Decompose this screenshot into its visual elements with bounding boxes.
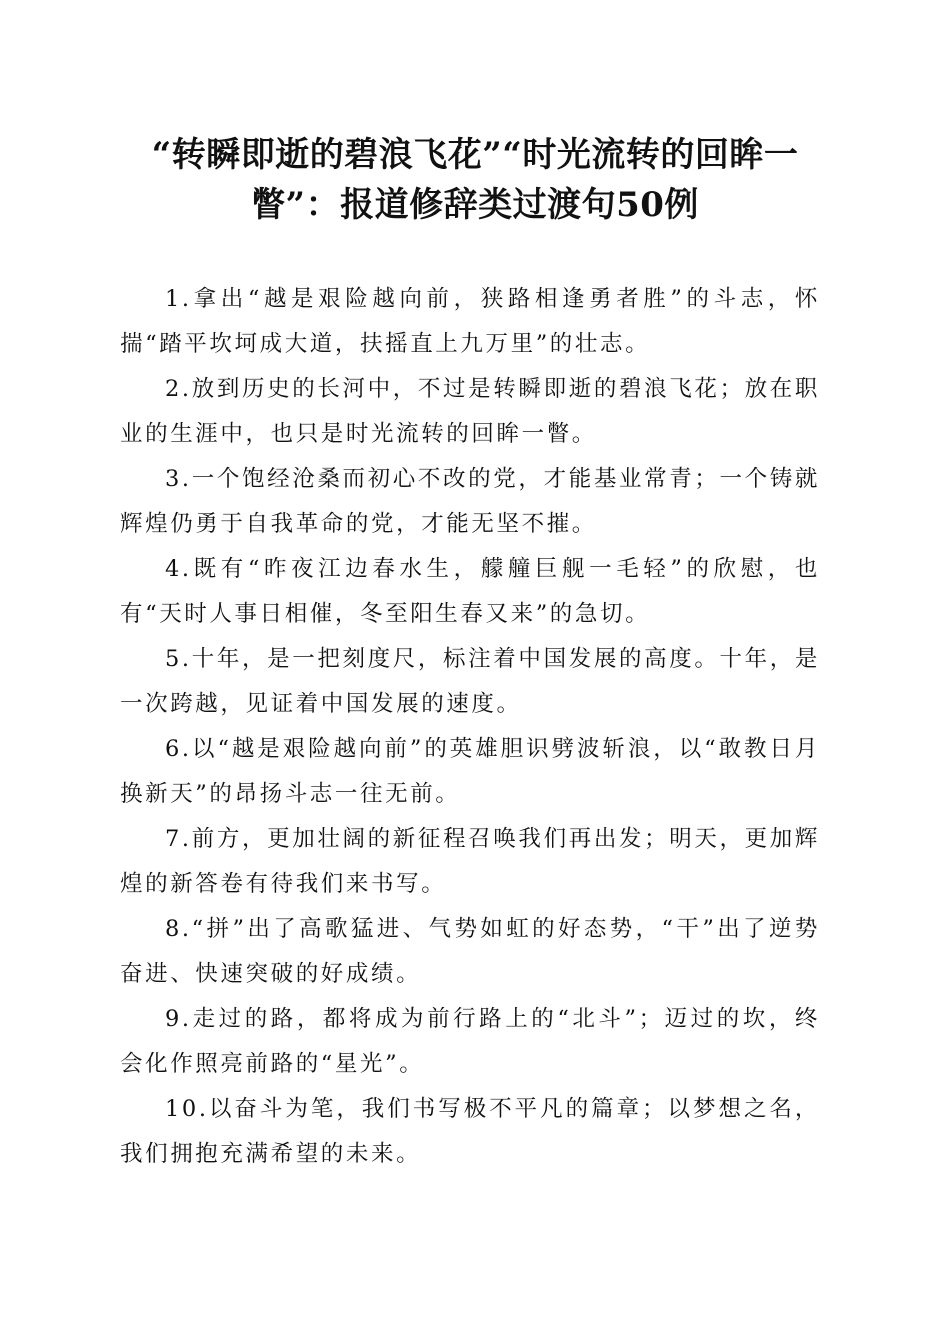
list-item: 4.既有“昨夜江边春水生，艨艟巨舰一毛轻”的欣慰，也有“天时人事日相催，冬至阳生春又来”的急切。 [120, 556, 820, 627]
title-line-1: “转瞬即逝的碧浪飞花”“时光流转的回眸一 [151, 135, 799, 175]
list-item: 9.走过的路，都将成为前行路上的“北斗”；迈过的坎，终会化作照亮前路的“星光”。 [120, 1006, 820, 1077]
list-item: 2.放到历史的长河中，不过是转瞬即逝的碧浪飞花；放在职业的生涯中，也只是时光流转的回眸一瞥。 [120, 376, 820, 447]
transition-sentence-list [120, 277, 820, 1177]
title-line-2: 瞥”：报道修辞类过渡句50例 [251, 185, 699, 225]
list-item: 8.“拼”出了高歌猛进、气势如虹的好态势，“干”出了逆势奋进、快速突破的好成绩。 [120, 916, 820, 987]
document-title [110, 130, 840, 230]
list-item: 5.十年，是一把刻度尺，标注着中国发展的高度。十年，是一次跨越，见证着中国发展的速度。 [120, 646, 820, 717]
list-item: 3.一个饱经沧桑而初心不改的党，才能基业常青；一个铸就辉煌仍勇于自我革命的党，才能无坚不摧。 [120, 466, 820, 537]
list-item: 7.前方，更加壮阔的新征程召唤我们再出发；明天，更加辉煌的新答卷有待我们来书写。 [120, 826, 820, 897]
list-item: 10.以奋斗为笔，我们书写极不平凡的篇章；以梦想之名，我们拥抱充满希望的未来。 [120, 1096, 820, 1167]
list-item: 1.拿出“越是艰险越向前，狭路相逢勇者胜”的斗志，怀揣“踏平坎坷成大道，扶摇直上九万里”的壮志。 [120, 286, 820, 357]
list-item: 6.以“越是艰险越向前”的英雄胆识劈波斩浪，以“敢教日月换新天”的昂扬斗志一往无前。 [120, 736, 820, 807]
